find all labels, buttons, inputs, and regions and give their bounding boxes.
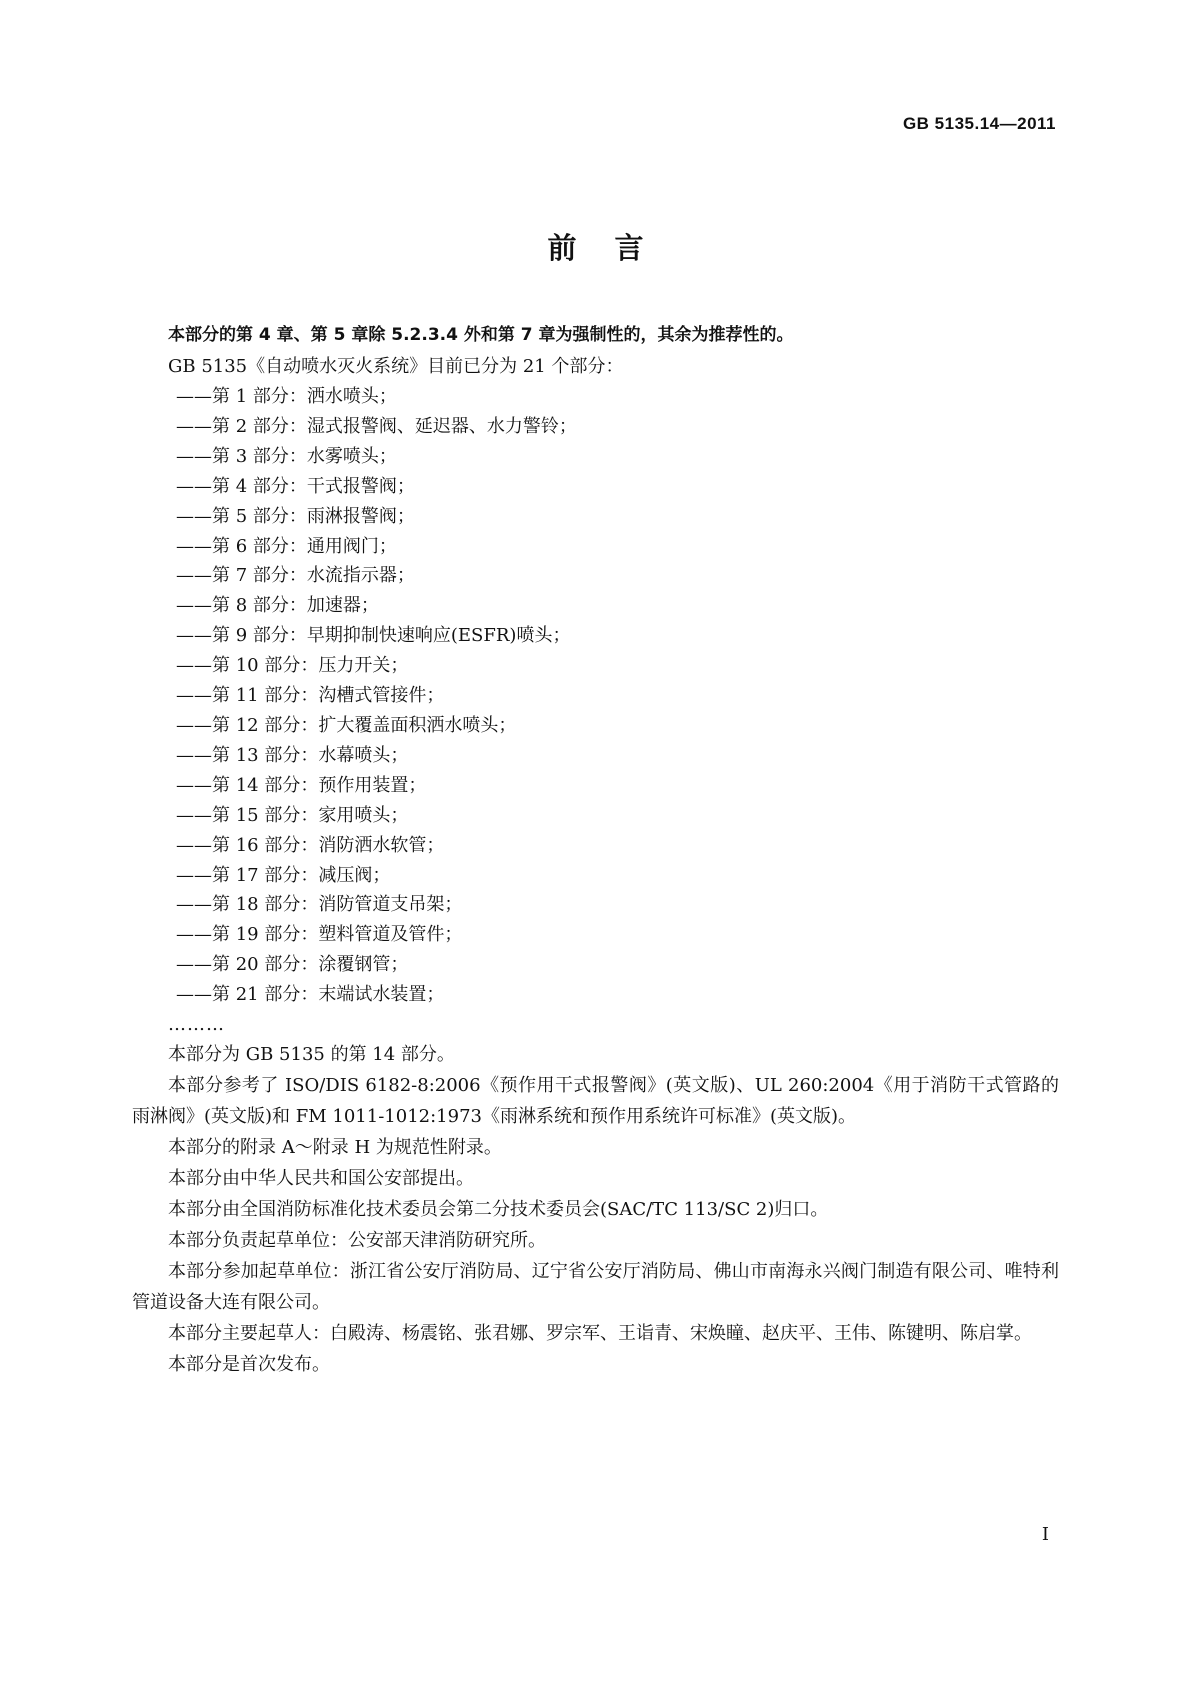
list-item: ——第 20 部分：涂覆钢管； (176, 954, 409, 976)
standard-code: GB 5135.14—2011 (902, 114, 1056, 133)
list-item: ——第 8 部分：加速器； (176, 595, 379, 617)
list-item: ——第 15 部分：家用喷头； (176, 804, 409, 826)
list-item: ——第 1 部分：洒水喷头； (176, 386, 397, 407)
list-item: ——第 9 部分：早期抑制快速响应(ESFR)喷头； (176, 625, 571, 647)
list-item: ——第 3 部分：水雾喷头； (176, 445, 397, 467)
list-item: ——第 10 部分：压力开关； (176, 655, 409, 677)
list-item: ——第 18 部分：消防管道支吊架； (176, 894, 463, 916)
list-item: ——第 19 部分：塑料管道及管件； (176, 924, 463, 946)
list-item: ——第 21 部分：末端试水装置； (176, 984, 445, 1006)
list-item: ——第 12 部分：扩大覆盖面积洒水喷头； (176, 714, 517, 736)
document-body (132, 320, 1059, 1380)
part-of-series-paragraph: 本部分为 GB 5135 的第 14 部分。 (168, 1044, 455, 1066)
list-item: ——第 2 部分：湿式报警阀、延迟器、水力警铃； (176, 415, 577, 437)
list-item: ——第 13 部分：水幕喷头； (176, 744, 409, 766)
list-item: ——第 5 部分：雨淋报警阀； (176, 505, 415, 527)
proposed-by-paragraph: 本部分由中华人民共和国公安部提出。 (168, 1168, 474, 1190)
centralized-by-paragraph: 本部分由全国消防标准化技术委员会第二分技术委员会(SAC/TC 113/SC 2)归口。 (168, 1199, 829, 1221)
list-ellipsis: ……… (168, 1014, 225, 1036)
series-intro: GB 5135《自动喷水灭火系统》目前已分为 21 个部分： (168, 356, 624, 377)
first-release-paragraph: 本部分是首次发布。 (168, 1354, 330, 1376)
parts-list (132, 382, 1059, 1010)
mandatory-statement: 本部分的第 4 章、第 5 章除 5.2.3.4 外和第 7 章为强制性的，其余为推荐性的。 (168, 325, 794, 345)
references-paragraph: 本部分参考了 ISO/DIS 6182-8:2006《预作用干式报警阀》(英文版)、UL 260:2004《用于消防干式管路的雨淋阀》(英文版)和 FM 1011-1012:1973《雨淋系统和预作用系统许可标准》(英文版)。 (132, 1075, 1059, 1128)
list-item: ——第 16 部分：消防洒水软管； (176, 834, 445, 856)
main-drafters-paragraph: 本部分主要起草人：白殿涛、杨震铭、张君娜、罗宗军、王诣青、宋焕瞳、赵庆平、王伟、陈键明、陈启掌。 (168, 1323, 1032, 1345)
list-item: ——第 14 部分：预作用装置； (176, 774, 427, 796)
responsible-drafter-paragraph: 本部分负责起草单位：公安部天津消防研究所。 (168, 1230, 546, 1252)
list-item: ——第 7 部分：水流指示器； (176, 565, 415, 587)
participating-drafters-paragraph: 本部分参加起草单位：浙江省公安厅消防局、辽宁省公安厅消防局、佛山市南海永兴阀门制造有限公司、唯特利管道设备大连有限公司。 (132, 1261, 1059, 1314)
page-title: 前言 (547, 231, 682, 265)
list-item: ——第 11 部分：沟槽式管接件； (176, 685, 445, 707)
list-item: ——第 4 部分：干式报警阀； (176, 475, 415, 497)
appendices-paragraph: 本部分的附录 A～附录 H 为规范性附录。 (168, 1137, 502, 1159)
list-item: ——第 6 部分：通用阀门； (176, 535, 397, 557)
page-number: I (1041, 1524, 1049, 1545)
list-item: ——第 17 部分：减压阀； (176, 864, 391, 886)
